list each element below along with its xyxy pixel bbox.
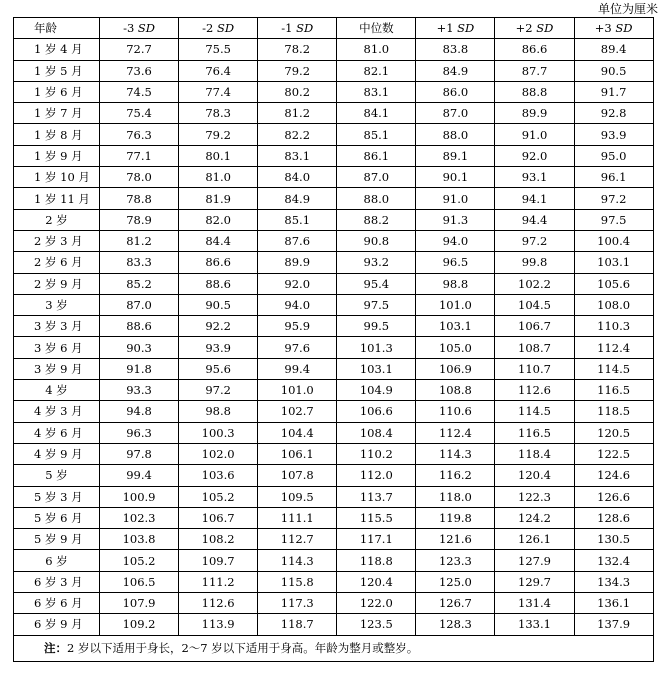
value-cell: 103.1 bbox=[416, 316, 495, 337]
value-cell: 130.5 bbox=[574, 529, 653, 550]
value-cell: 78.0 bbox=[100, 167, 179, 188]
value-cell: 86.6 bbox=[495, 39, 574, 60]
value-cell: 83.8 bbox=[416, 39, 495, 60]
value-cell: 81.0 bbox=[179, 167, 258, 188]
value-cell: 82.2 bbox=[258, 124, 337, 145]
value-cell: 100.3 bbox=[179, 422, 258, 443]
value-cell: 80.1 bbox=[179, 145, 258, 166]
column-header: +1 SD bbox=[416, 18, 495, 39]
value-cell: 92.0 bbox=[495, 145, 574, 166]
value-cell: 109.2 bbox=[100, 614, 179, 635]
table-row bbox=[14, 380, 654, 401]
value-cell: 103.8 bbox=[100, 529, 179, 550]
value-cell: 104.4 bbox=[258, 422, 337, 443]
value-cell: 97.8 bbox=[100, 443, 179, 464]
value-cell: 106.7 bbox=[179, 507, 258, 528]
table-row bbox=[14, 571, 654, 592]
value-cell: 101.0 bbox=[258, 380, 337, 401]
value-cell: 107.9 bbox=[100, 593, 179, 614]
value-cell: 112.6 bbox=[495, 380, 574, 401]
growth-reference-table bbox=[13, 17, 654, 662]
value-cell: 106.1 bbox=[258, 443, 337, 464]
value-cell: 120.4 bbox=[495, 465, 574, 486]
table-row bbox=[14, 316, 654, 337]
value-cell: 96.5 bbox=[416, 252, 495, 273]
value-cell: 84.0 bbox=[258, 167, 337, 188]
value-cell: 79.2 bbox=[258, 60, 337, 81]
value-cell: 114.5 bbox=[574, 358, 653, 379]
value-cell: 118.8 bbox=[337, 550, 416, 571]
value-cell: 126.6 bbox=[574, 486, 653, 507]
value-cell: 115.8 bbox=[258, 571, 337, 592]
value-cell: 98.8 bbox=[416, 273, 495, 294]
value-cell: 112.7 bbox=[258, 529, 337, 550]
value-cell: 104.9 bbox=[337, 380, 416, 401]
value-cell: 112.0 bbox=[337, 465, 416, 486]
value-cell: 99.4 bbox=[100, 465, 179, 486]
age-cell: 1 岁 7 月 bbox=[14, 103, 100, 124]
value-cell: 75.5 bbox=[179, 39, 258, 60]
value-cell: 112.6 bbox=[179, 593, 258, 614]
value-cell: 96.3 bbox=[100, 422, 179, 443]
age-cell: 1 岁 9 月 bbox=[14, 145, 100, 166]
value-cell: 89.1 bbox=[416, 145, 495, 166]
value-cell: 84.1 bbox=[337, 103, 416, 124]
age-cell: 1 岁 11 月 bbox=[14, 188, 100, 209]
value-cell: 91.0 bbox=[495, 124, 574, 145]
value-cell: 105.6 bbox=[574, 273, 653, 294]
value-cell: 110.6 bbox=[416, 401, 495, 422]
age-cell: 5 岁 bbox=[14, 465, 100, 486]
value-cell: 107.8 bbox=[258, 465, 337, 486]
value-cell: 117.1 bbox=[337, 529, 416, 550]
value-cell: 83.3 bbox=[100, 252, 179, 273]
value-cell: 91.3 bbox=[416, 209, 495, 230]
column-header: -2 SD bbox=[179, 18, 258, 39]
value-cell: 108.4 bbox=[337, 422, 416, 443]
value-cell: 74.5 bbox=[100, 81, 179, 102]
value-cell: 102.7 bbox=[258, 401, 337, 422]
value-cell: 95.6 bbox=[179, 358, 258, 379]
value-cell: 81.2 bbox=[258, 103, 337, 124]
value-cell: 108.7 bbox=[495, 337, 574, 358]
value-cell: 90.8 bbox=[337, 230, 416, 251]
value-cell: 89.9 bbox=[258, 252, 337, 273]
value-cell: 123.5 bbox=[337, 614, 416, 635]
age-cell: 2 岁 bbox=[14, 209, 100, 230]
value-cell: 105.2 bbox=[179, 486, 258, 507]
value-cell: 80.2 bbox=[258, 81, 337, 102]
value-cell: 85.2 bbox=[100, 273, 179, 294]
table-row bbox=[14, 81, 654, 102]
table-row bbox=[14, 422, 654, 443]
value-cell: 101.0 bbox=[416, 294, 495, 315]
value-cell: 90.5 bbox=[574, 60, 653, 81]
value-cell: 91.7 bbox=[574, 81, 653, 102]
value-cell: 95.4 bbox=[337, 273, 416, 294]
value-cell: 92.2 bbox=[179, 316, 258, 337]
age-cell: 6 岁 6 月 bbox=[14, 593, 100, 614]
value-cell: 90.1 bbox=[416, 167, 495, 188]
value-cell: 97.5 bbox=[574, 209, 653, 230]
value-cell: 100.9 bbox=[100, 486, 179, 507]
value-cell: 87.7 bbox=[495, 60, 574, 81]
value-cell: 102.3 bbox=[100, 507, 179, 528]
value-cell: 84.4 bbox=[179, 230, 258, 251]
column-header: +3 SD bbox=[574, 18, 653, 39]
value-cell: 128.3 bbox=[416, 614, 495, 635]
value-cell: 118.5 bbox=[574, 401, 653, 422]
value-cell: 105.0 bbox=[416, 337, 495, 358]
value-cell: 134.3 bbox=[574, 571, 653, 592]
value-cell: 116.2 bbox=[416, 465, 495, 486]
unit-label: 单位为厘米 bbox=[597, 2, 658, 16]
age-cell: 4 岁 6 月 bbox=[14, 422, 100, 443]
value-cell: 129.7 bbox=[495, 571, 574, 592]
value-cell: 86.0 bbox=[416, 81, 495, 102]
value-cell: 116.5 bbox=[495, 422, 574, 443]
table-row bbox=[14, 209, 654, 230]
value-cell: 110.7 bbox=[495, 358, 574, 379]
value-cell: 91.8 bbox=[100, 358, 179, 379]
value-cell: 89.9 bbox=[495, 103, 574, 124]
value-cell: 93.9 bbox=[574, 124, 653, 145]
table-row bbox=[14, 39, 654, 60]
value-cell: 120.5 bbox=[574, 422, 653, 443]
value-cell: 72.7 bbox=[100, 39, 179, 60]
value-cell: 95.0 bbox=[574, 145, 653, 166]
value-cell: 82.0 bbox=[179, 209, 258, 230]
table-row bbox=[14, 614, 654, 635]
value-cell: 111.1 bbox=[258, 507, 337, 528]
value-cell: 110.3 bbox=[574, 316, 653, 337]
value-cell: 94.8 bbox=[100, 401, 179, 422]
value-cell: 124.2 bbox=[495, 507, 574, 528]
value-cell: 118.7 bbox=[258, 614, 337, 635]
column-header: +2 SD bbox=[495, 18, 574, 39]
value-cell: 99.8 bbox=[495, 252, 574, 273]
header-row bbox=[14, 18, 654, 39]
value-cell: 102.0 bbox=[179, 443, 258, 464]
value-cell: 96.1 bbox=[574, 167, 653, 188]
value-cell: 105.2 bbox=[100, 550, 179, 571]
value-cell: 122.0 bbox=[337, 593, 416, 614]
value-cell: 121.6 bbox=[416, 529, 495, 550]
value-cell: 94.0 bbox=[258, 294, 337, 315]
value-cell: 88.0 bbox=[337, 188, 416, 209]
table-row bbox=[14, 252, 654, 273]
value-cell: 78.3 bbox=[179, 103, 258, 124]
value-cell: 76.3 bbox=[100, 124, 179, 145]
value-cell: 73.6 bbox=[100, 60, 179, 81]
value-cell: 78.8 bbox=[100, 188, 179, 209]
value-cell: 94.0 bbox=[416, 230, 495, 251]
value-cell: 109.5 bbox=[258, 486, 337, 507]
value-cell: 131.4 bbox=[495, 593, 574, 614]
value-cell: 84.9 bbox=[416, 60, 495, 81]
table-row bbox=[14, 529, 654, 550]
age-cell: 1 岁 8 月 bbox=[14, 124, 100, 145]
age-cell: 1 岁 10 月 bbox=[14, 167, 100, 188]
value-cell: 113.9 bbox=[179, 614, 258, 635]
value-cell: 79.2 bbox=[179, 124, 258, 145]
value-cell: 87.0 bbox=[416, 103, 495, 124]
value-cell: 93.1 bbox=[495, 167, 574, 188]
age-cell: 5 岁 9 月 bbox=[14, 529, 100, 550]
value-cell: 112.4 bbox=[416, 422, 495, 443]
value-cell: 87.0 bbox=[100, 294, 179, 315]
column-header: -1 SD bbox=[258, 18, 337, 39]
value-cell: 109.7 bbox=[179, 550, 258, 571]
value-cell: 97.6 bbox=[258, 337, 337, 358]
value-cell: 89.4 bbox=[574, 39, 653, 60]
value-cell: 97.2 bbox=[179, 380, 258, 401]
value-cell: 94.4 bbox=[495, 209, 574, 230]
value-cell: 78.9 bbox=[100, 209, 179, 230]
value-cell: 118.0 bbox=[416, 486, 495, 507]
value-cell: 110.2 bbox=[337, 443, 416, 464]
value-cell: 81.0 bbox=[337, 39, 416, 60]
value-cell: 93.9 bbox=[179, 337, 258, 358]
value-cell: 88.6 bbox=[179, 273, 258, 294]
age-cell: 1 岁 4 月 bbox=[14, 39, 100, 60]
value-cell: 122.5 bbox=[574, 443, 653, 464]
value-cell: 77.1 bbox=[100, 145, 179, 166]
column-header: 中位数 bbox=[337, 18, 416, 39]
value-cell: 124.6 bbox=[574, 465, 653, 486]
value-cell: 81.2 bbox=[100, 230, 179, 251]
value-cell: 113.7 bbox=[337, 486, 416, 507]
value-cell: 123.3 bbox=[416, 550, 495, 571]
value-cell: 118.4 bbox=[495, 443, 574, 464]
table-row bbox=[14, 294, 654, 315]
table-row bbox=[14, 188, 654, 209]
value-cell: 83.1 bbox=[337, 81, 416, 102]
value-cell: 86.6 bbox=[179, 252, 258, 273]
value-cell: 88.6 bbox=[100, 316, 179, 337]
age-cell: 3 岁 6 月 bbox=[14, 337, 100, 358]
value-cell: 101.3 bbox=[337, 337, 416, 358]
value-cell: 111.2 bbox=[179, 571, 258, 592]
value-cell: 106.7 bbox=[495, 316, 574, 337]
age-cell: 6 岁 9 月 bbox=[14, 614, 100, 635]
value-cell: 115.5 bbox=[337, 507, 416, 528]
age-cell: 5 岁 3 月 bbox=[14, 486, 100, 507]
note-text: 2 岁以下适用于身长，2〜7 岁以下适用于身高。年龄为整月或整岁。 bbox=[67, 641, 419, 656]
value-cell: 127.9 bbox=[495, 550, 574, 571]
table-row bbox=[14, 401, 654, 422]
table-row bbox=[14, 124, 654, 145]
value-cell: 94.1 bbox=[495, 188, 574, 209]
value-cell: 92.8 bbox=[574, 103, 653, 124]
value-cell: 108.0 bbox=[574, 294, 653, 315]
value-cell: 103.1 bbox=[574, 252, 653, 273]
note-row bbox=[14, 635, 654, 661]
value-cell: 98.8 bbox=[179, 401, 258, 422]
value-cell: 85.1 bbox=[258, 209, 337, 230]
value-cell: 114.5 bbox=[495, 401, 574, 422]
value-cell: 97.5 bbox=[337, 294, 416, 315]
age-cell: 4 岁 bbox=[14, 380, 100, 401]
value-cell: 136.1 bbox=[574, 593, 653, 614]
age-cell: 3 岁 bbox=[14, 294, 100, 315]
value-cell: 82.1 bbox=[337, 60, 416, 81]
value-cell: 103.6 bbox=[179, 465, 258, 486]
value-cell: 137.9 bbox=[574, 614, 653, 635]
value-cell: 108.2 bbox=[179, 529, 258, 550]
table-row bbox=[14, 486, 654, 507]
table-row bbox=[14, 103, 654, 124]
value-cell: 112.4 bbox=[574, 337, 653, 358]
table-row bbox=[14, 358, 654, 379]
value-cell: 106.9 bbox=[416, 358, 495, 379]
age-cell: 3 岁 9 月 bbox=[14, 358, 100, 379]
value-cell: 106.5 bbox=[100, 571, 179, 592]
value-cell: 97.2 bbox=[495, 230, 574, 251]
value-cell: 93.3 bbox=[100, 380, 179, 401]
age-cell: 2 岁 3 月 bbox=[14, 230, 100, 251]
table-row bbox=[14, 167, 654, 188]
table-row bbox=[14, 273, 654, 294]
age-cell: 2 岁 9 月 bbox=[14, 273, 100, 294]
value-cell: 119.8 bbox=[416, 507, 495, 528]
value-cell: 87.0 bbox=[337, 167, 416, 188]
table-row bbox=[14, 465, 654, 486]
value-cell: 132.4 bbox=[574, 550, 653, 571]
table-row bbox=[14, 60, 654, 81]
value-cell: 103.1 bbox=[337, 358, 416, 379]
table-row bbox=[14, 550, 654, 571]
value-cell: 99.5 bbox=[337, 316, 416, 337]
age-cell: 5 岁 6 月 bbox=[14, 507, 100, 528]
value-cell: 126.7 bbox=[416, 593, 495, 614]
value-cell: 126.1 bbox=[495, 529, 574, 550]
value-cell: 78.2 bbox=[258, 39, 337, 60]
table-row bbox=[14, 593, 654, 614]
table-body bbox=[14, 39, 654, 635]
age-cell: 6 岁 bbox=[14, 550, 100, 571]
age-cell: 4 岁 3 月 bbox=[14, 401, 100, 422]
age-cell: 6 岁 3 月 bbox=[14, 571, 100, 592]
value-cell: 88.0 bbox=[416, 124, 495, 145]
value-cell: 81.9 bbox=[179, 188, 258, 209]
value-cell: 100.4 bbox=[574, 230, 653, 251]
value-cell: 92.0 bbox=[258, 273, 337, 294]
age-cell: 1 岁 5 月 bbox=[14, 60, 100, 81]
table-row bbox=[14, 443, 654, 464]
value-cell: 122.3 bbox=[495, 486, 574, 507]
table-row bbox=[14, 230, 654, 251]
column-header: -3 SD bbox=[100, 18, 179, 39]
value-cell: 125.0 bbox=[416, 571, 495, 592]
value-cell: 120.4 bbox=[337, 571, 416, 592]
value-cell: 114.3 bbox=[416, 443, 495, 464]
value-cell: 84.9 bbox=[258, 188, 337, 209]
value-cell: 99.4 bbox=[258, 358, 337, 379]
age-cell: 2 岁 6 月 bbox=[14, 252, 100, 273]
note-cell bbox=[14, 635, 654, 661]
value-cell: 117.3 bbox=[258, 593, 337, 614]
value-cell: 83.1 bbox=[258, 145, 337, 166]
value-cell: 128.6 bbox=[574, 507, 653, 528]
value-cell: 104.5 bbox=[495, 294, 574, 315]
value-cell: 85.1 bbox=[337, 124, 416, 145]
age-cell: 4 岁 9 月 bbox=[14, 443, 100, 464]
value-cell: 90.5 bbox=[179, 294, 258, 315]
value-cell: 106.6 bbox=[337, 401, 416, 422]
value-cell: 97.2 bbox=[574, 188, 653, 209]
value-cell: 76.4 bbox=[179, 60, 258, 81]
value-cell: 90.3 bbox=[100, 337, 179, 358]
column-header-age: 年龄 bbox=[14, 18, 100, 39]
value-cell: 88.2 bbox=[337, 209, 416, 230]
value-cell: 108.8 bbox=[416, 380, 495, 401]
note-label: 注： bbox=[44, 641, 67, 656]
value-cell: 93.2 bbox=[337, 252, 416, 273]
value-cell: 114.3 bbox=[258, 550, 337, 571]
value-cell: 102.2 bbox=[495, 273, 574, 294]
table-row bbox=[14, 507, 654, 528]
value-cell: 133.1 bbox=[495, 614, 574, 635]
value-cell: 86.1 bbox=[337, 145, 416, 166]
value-cell: 75.4 bbox=[100, 103, 179, 124]
age-cell: 1 岁 6 月 bbox=[14, 81, 100, 102]
value-cell: 88.8 bbox=[495, 81, 574, 102]
value-cell: 87.6 bbox=[258, 230, 337, 251]
table-row bbox=[14, 145, 654, 166]
value-cell: 91.0 bbox=[416, 188, 495, 209]
age-cell: 3 岁 3 月 bbox=[14, 316, 100, 337]
table-row bbox=[14, 337, 654, 358]
value-cell: 77.4 bbox=[179, 81, 258, 102]
value-cell: 116.5 bbox=[574, 380, 653, 401]
value-cell: 95.9 bbox=[258, 316, 337, 337]
